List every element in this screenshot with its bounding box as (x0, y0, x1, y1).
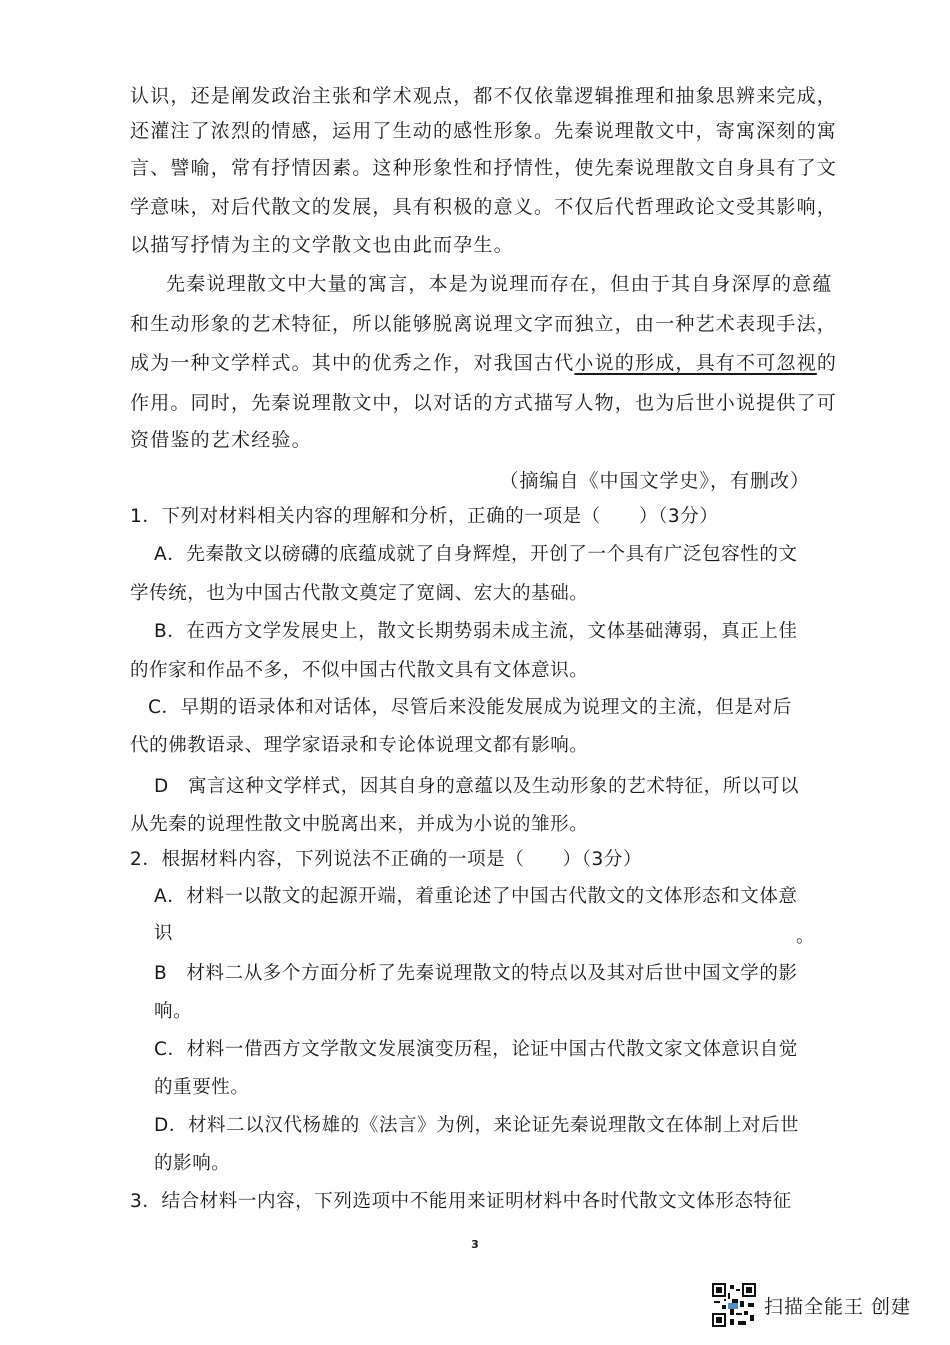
question-stem: 2．根据材料内容，下列说法不正确的一项是（ ）（3分） (130, 849, 643, 870)
text-segment: 的 (816, 352, 838, 374)
option-c: C．早期的语录体和对话体，尽管后来没能发展成为说理文的主流，但是对后 (148, 697, 792, 718)
qr-code-icon (712, 1283, 756, 1327)
text-line: 以描写抒情为主的文学散文也由此而孕生。 (130, 234, 514, 256)
option-a-period: 。 (796, 926, 814, 947)
option-a-cont: 学传统，也为中国古代散文奠定了宽阔、宏大的基础。 (130, 583, 589, 604)
question-stem: 1．下列对材料相关内容的理解和分析，正确的一项是（ ）（3分） (130, 506, 719, 527)
text-line: 和生动形象的艺术特征，所以能够脱离说理文字而独立，由一种艺术表现手法， (130, 313, 838, 335)
text-line: 学意味，对后代散文的发展，具有积极的意义。不仅后代哲理政论文受其影响， (130, 196, 838, 218)
scanner-caption: 扫描全能王 创建 (764, 1295, 912, 1318)
option-c-cont: 的重要性。 (154, 1077, 250, 1098)
option-c: C．材料一借西方文学散文发展演变历程，论证中国古代散文家文体意识自觉 (154, 1039, 798, 1060)
text-segment: 成为一种文学样式。其中的优秀之作，对我国古代 (130, 352, 575, 374)
text-line: 还灌注了浓烈的情感，运用了生动的感性形象。先秦说理散文中，寄寓深刻的寓 (130, 120, 838, 142)
option-b-cont: 响。 (154, 1001, 193, 1022)
text-line: 作用。同时，先秦说理散文中，以对话的方式描写人物，也为后世小说提供了可 (130, 392, 838, 414)
option-a: A．材料一以散文的起源开端，着重论述了中国古代散文的文体形态和文体意 (154, 886, 798, 907)
option-d: D．材料二以汉代杨雄的《法言》为例，来论证先秦说理散文在体制上对后世 (154, 1115, 800, 1136)
option-d-cont: 从先秦的说理性散文中脱离出来，并成为小说的雏形。 (130, 814, 589, 835)
text-line: 言、譬喻，常有抒情因素。这种形象性和抒情性，使先秦说理散文自身具有了文 (130, 157, 838, 179)
text-line: 认识，还是阐发政治主张和学术观点，都不仅依靠逻辑推理和抽象思辨来完成， (130, 85, 838, 107)
text-line: 资借鉴的艺术经验。 (130, 429, 312, 451)
option-a: A．先秦散文以磅礴的底蕴成就了自身辉煌，开创了一个具有广泛包容性的文 (154, 544, 798, 565)
option-b-cont: 的作家和作品不多，不似中国古代散文具有文体意识。 (130, 660, 589, 681)
text-line (130, 351, 837, 375)
option-d: D 寓言这种文学样式，因其自身的意蕴以及生动形象的艺术特征，所以可以 (154, 776, 800, 797)
scanner-watermark (712, 1283, 911, 1327)
text-line: 先秦说理散文中大量的寓言，本是为说理而存在，但由于其自身深厚的意蕴 (166, 273, 833, 295)
source-citation: （摘编自《中国文学史》，有删改） (499, 470, 810, 492)
option-b: B 材料二从多个方面分析了先秦说理散文的特点以及其对后世中国文学的影 (154, 963, 798, 984)
page-number: 3 (471, 1238, 479, 1251)
option-b: B．在西方文学发展史上，散文长期势弱未成主流，文体基础薄弱，真正上佳 (154, 621, 798, 642)
option-a-cont: 识 (154, 923, 174, 944)
option-c-cont: 代的佛教语录、理学家语录和专论体说理文都有影响。 (130, 735, 589, 756)
question-stem: 3．结合材料一内容，下列选项中不能用来证明材料中各时代散文文体形态特征 (130, 1191, 792, 1212)
underlined-phrase: 小说的形成，具有不可忽视 (574, 352, 817, 374)
option-d-cont: 的影响。 (154, 1153, 231, 1174)
